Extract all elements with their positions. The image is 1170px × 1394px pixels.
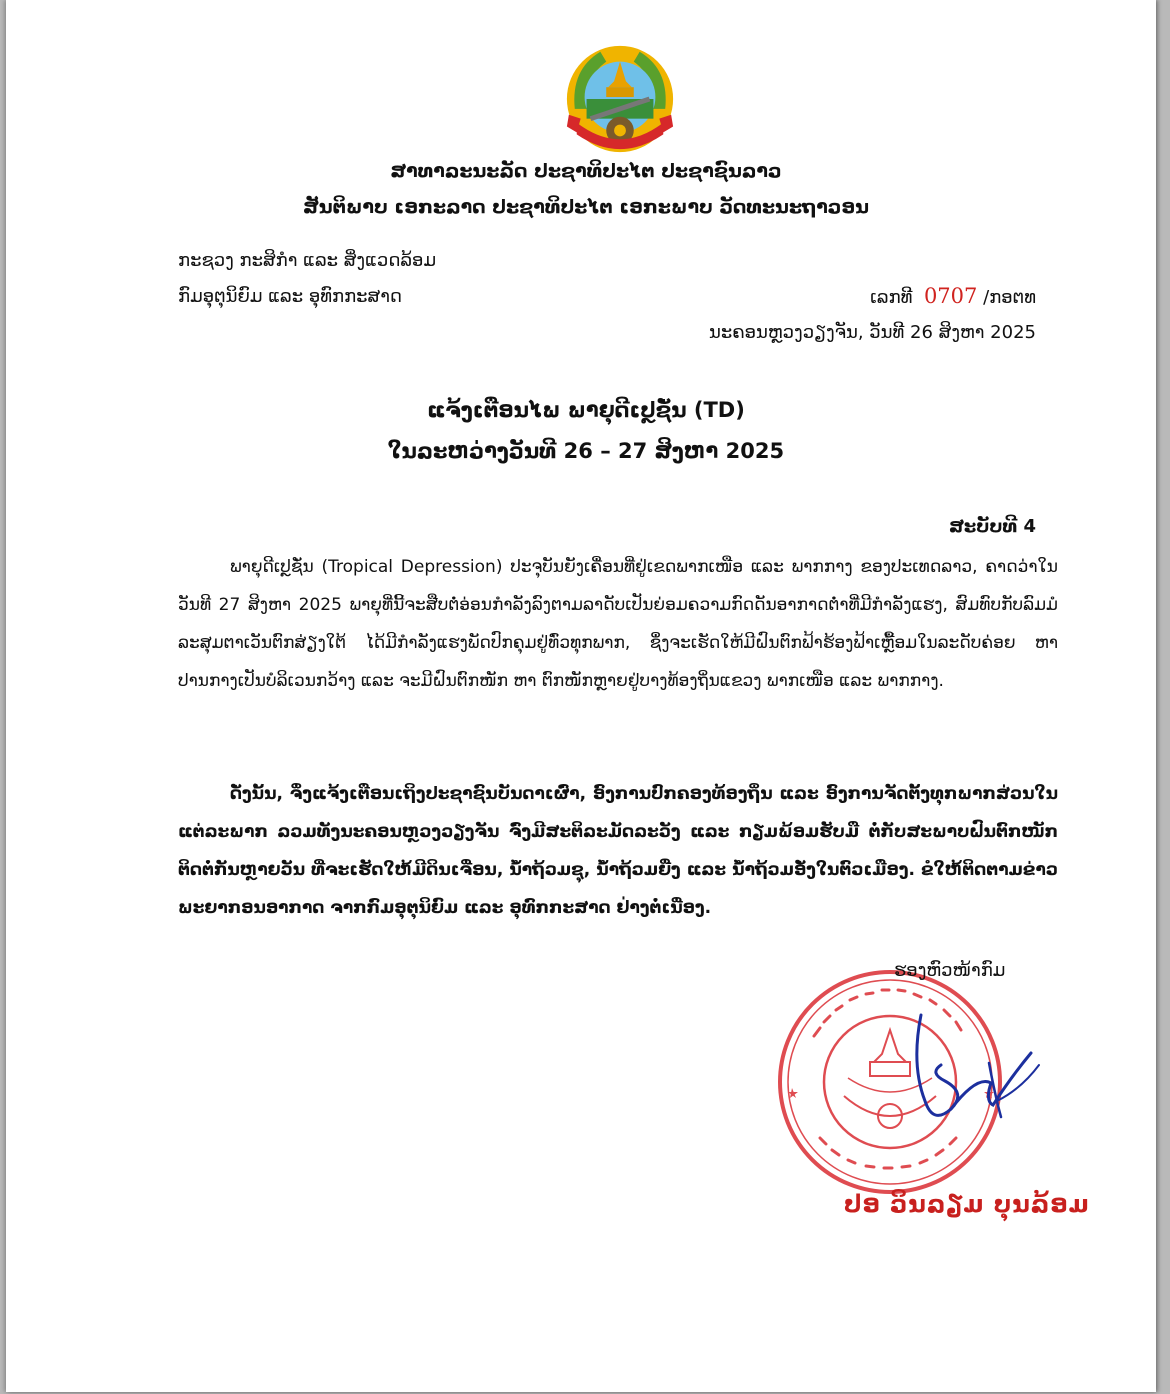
national-emblem-icon [561,40,679,158]
notice-title: ແຈ້ງເຕືອນໄພ ພາຍຸດີເປຼຊັ່ນ (TD) [427,398,745,422]
document-number-value: 0707 [923,284,978,308]
document-number-suffix: /ກອຕທ [983,287,1036,308]
place-date: ນະຄອນຫຼວງວຽງຈັນ, ວັນທີ 26 ສິງຫາ 2025 [709,322,1036,343]
national-motto: ສັນຕິພາບ ເອກະລາດ ປະຊາທິປະໄຕ ເອກະພາບ ວັດທະນະຖາວອນ [303,196,869,218]
handwritten-signature-icon [881,1005,1051,1135]
signatory-name: ປອ ວິນລຽມ ບຸນລ້ອມ [844,1190,1090,1218]
signatory-title: ຮອງຫົວໜ້າກົມ [894,960,1006,981]
notice-period: ໃນລະຫວ່າງວັນທີ 26 – 27 ສິງຫາ 2025 [387,439,785,463]
body-paragraph-1: ພາຍຸດີເປຼຊັ່ນ (Tropical Depression) ປະຈຸບັນຍັງເຄື່ອນທີ່ຢູ່ເຂດພາກເໜືອ ແລະ ພາກກາງ ຂອງປະເທດລາວ, ຄາດວ່າໃນວັນທີ 27 ສິງຫາ 2025 ພາຍຸທີ່ນີ້ຈະສືບຕໍ່ອ່ອນກຳລັງລົງຕາມລາດັບເປັນຍ່ອມຄວາມກົດດັນອາກາດຕ່ຳທີ່ມີກຳລັງແຮງ, ສົມທົບກັບລົມມໍລະສຸມຕາເວັນຕົກສ່ຽງໃຕ້ ໄດ້ມີກຳລັງແຮງພັດປົກຄຸມຢູ່ທົ່ວທຸກພາກ, ຊຶ່ງຈະເຮັດໃຫ້ມີຝົນຕົກຟ້າຮ້ອງຟ້າເຫຼື້ອມໃນລະດັບຄ່ອຍ ຫາ ປານກາງເປັນບໍລິເວນກວ້າງ ແລະ ຈະມີຝົນຕົກໜັກ ຫາ ຕົກໜັກຫຼາຍຢູ່ບາງທ້ອງຖິ່ນແຂວງ ພາກເໜືອ ແລະ ພາກກາງ. [178,557,1058,691]
document-number-label: ເລກທີ [870,287,913,308]
document-page [6,0,1156,1392]
document-number [870,284,1036,308]
issue-number: ສະບັບທີ 4 [949,516,1036,537]
department-name: ກົມອຸຕຸນິຍົມ ແລະ ອຸທົກກະສາດ [178,286,402,307]
ministry-name: ກະຊວງ ກະສິກຳ ແລະ ສິ່ງແວດລ້ອມ [178,250,437,271]
body-paragraph-2: ດັ່ງນັ້ນ, ຈຶ່ງແຈ້ງເຕືອນເຖິງປະຊາຊົນບັນດາເຜົ່າ, ອົງການປົກຄອງທ້ອງຖິ່ນ ແລະ ອົງການຈັດຕັ້ງທຸກພາກສ່ວນໃນແຕ່ລະພາກ ລວມທັງນະຄອນຫຼວງວຽງຈັນ ຈົ່ງມີສະຕິລະມັດລະວັງ ແລະ ກຽມພ້ອມຮັບມື ຕໍ່ກັບສະພາບຝົນຕົກໜັກຕິດຕໍ່ກັນຫຼາຍວັນ ທີ່ຈະເຮັດໃຫ້ມີດິນເຈື່ອນ, ນ້ຳຖ້ວມຊຸ, ນ້ຳຖ້ວມຍື່ງ ແລະ ນ້ຳຖ້ວມອັ່ງໃນຕົວເມືອງ. ຂໍໃຫ້ຕິດຕາມຂ່າວພະຍາກອນອາກາດ ຈາກກົມອຸຕຸນິຍົມ ແລະ ອຸທົກກະສາດ ຢ່າງຕໍ່ເນື່ອງ. [178,784,1058,918]
country-name: ສາທາລະນະລັດ ປະຊາທິປະໄຕ ປະຊາຊົນລາວ [390,160,782,182]
